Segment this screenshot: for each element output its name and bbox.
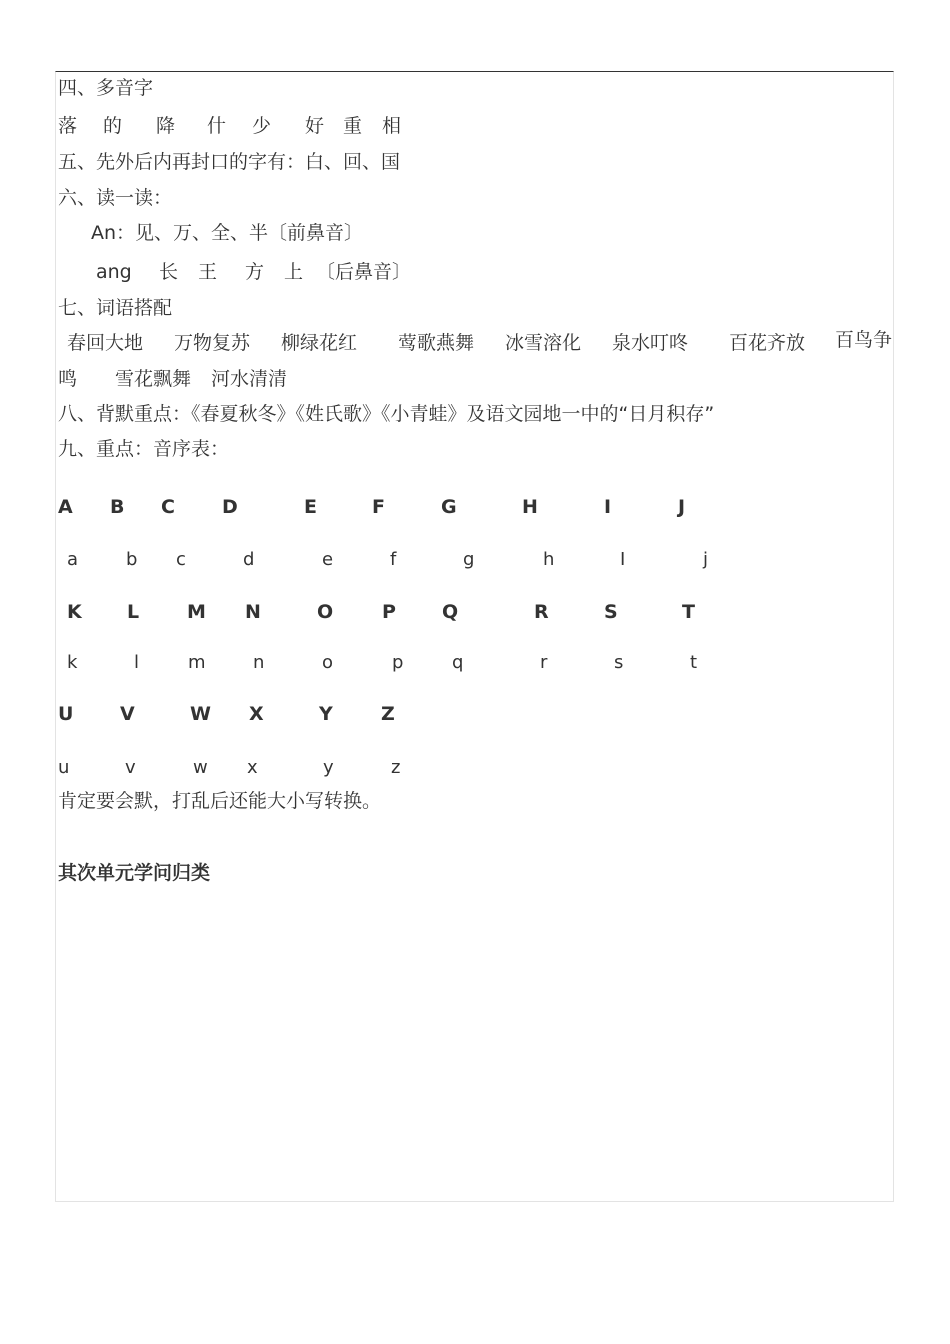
alphabet-lower: f [390,549,397,570]
alphabet-lower: I [620,549,626,570]
alphabet-lower: n [253,652,265,673]
alphabet-lower: x [247,757,258,778]
alphabet-lower: b [126,549,138,570]
alphabet-lower: d [243,549,255,570]
back-nasal-char: 方 [245,261,265,283]
alphabet-upper: R [534,601,549,623]
alphabet-upper: W [190,703,211,725]
polyphone-char: 什 [207,115,227,137]
alphabet-upper: E [304,496,317,518]
back-nasal-sound: ang [96,261,132,283]
alphabet-lower: g [463,549,475,570]
alphabet-lower: r [540,652,548,673]
word-pair: 万物复苏 [174,332,251,354]
alphabet-lower: t [690,652,698,673]
word-pair: 百鸟争 [835,329,893,351]
section-9-heading: 九、重点：音序表： [58,438,230,460]
polyphone-char: 的 [103,115,123,137]
alphabet-upper: V [120,703,135,725]
alphabet-lower: v [125,757,136,778]
alphabet-lower: z [391,757,401,778]
word-pair: 柳绿花红 [281,332,358,354]
unit-2-heading: 其次单元学问归类 [58,862,211,884]
section-8-text: 八、背默重点：《春夏秋冬》《姓氏歌》《小青蛙》及语文园地一中的“日月积存” [58,403,715,425]
polyphone-char: 相 [382,115,402,137]
alphabet-upper: X [249,703,264,725]
alphabet-lower: o [322,652,334,673]
alphabet-upper: G [441,496,457,518]
alphabet-upper: U [58,703,74,725]
section-5-text: 五、先外后内再封口的字有：白、回、国 [58,151,401,173]
alphabet-lower: y [323,757,334,778]
word-pair: 雪花飘舞 [115,368,192,390]
alphabet-lower: w [193,757,208,778]
alphabet-upper: A [58,496,73,518]
alphabet-lower: m [188,652,206,673]
alphabet-upper: S [604,601,618,623]
alphabet-upper: T [682,601,695,623]
alphabet-lower: j [703,549,709,570]
alphabet-upper: I [604,496,612,518]
alphabet-upper: B [110,496,125,518]
alphabet-upper: N [245,601,261,623]
alphabet-upper: J [678,496,686,518]
alphabet-upper: C [161,496,175,518]
section-4-heading: 四、多音字 [58,77,154,99]
alphabet-upper: F [372,496,385,518]
alphabet-upper: M [187,601,206,623]
alphabet-upper: D [222,496,238,518]
alphabet-upper: L [127,601,140,623]
word-pair: 冰雪溶化 [505,332,582,354]
alphabet-note: 肯定要会默，打乱后还能大小写转换。 [58,790,382,812]
alphabet-lower: l [134,652,140,673]
alphabet-lower: h [543,549,555,570]
alphabet-lower: u [58,757,70,778]
back-nasal-char: 王 [198,261,218,283]
alphabet-upper: Z [381,703,395,725]
word-pair: 莺歌燕舞 [398,332,475,354]
word-pair: 河水清清 [211,368,288,390]
alphabet-upper: H [522,496,538,518]
alphabet-upper: O [317,601,334,623]
word-pair: 泉水叮咚 [612,332,689,354]
front-nasal-line: An：见、万、全、半〔前鼻音〕 [91,222,364,244]
alphabet-upper: Y [319,703,333,725]
back-nasal-char: 长 [159,261,179,283]
section-7-heading: 七、词语搭配 [58,297,173,319]
back-nasal-note: 〔后鼻音〕 [316,261,412,283]
word-pair: 春回大地 [67,332,144,354]
word-pair: 鸣 [58,368,78,390]
alphabet-lower: a [67,549,79,570]
polyphone-char: 降 [156,115,176,137]
polyphone-char: 少 [252,115,272,137]
alphabet-upper: Q [442,601,459,623]
polyphone-char: 重 [343,115,363,137]
back-nasal-char: 上 [284,261,304,283]
alphabet-lower: p [392,652,404,673]
alphabet-lower: k [67,652,78,673]
word-pair: 百花齐放 [729,332,806,354]
alphabet-lower: s [614,652,624,673]
alphabet-lower: c [176,549,186,570]
alphabet-upper: P [382,601,396,623]
polyphone-char: 落 [58,115,78,137]
polyphone-char: 好 [305,115,325,137]
alphabet-lower: e [322,549,334,570]
alphabet-lower: q [452,652,464,673]
alphabet-upper: K [67,601,82,623]
section-6-heading: 六、读一读： [58,187,173,209]
